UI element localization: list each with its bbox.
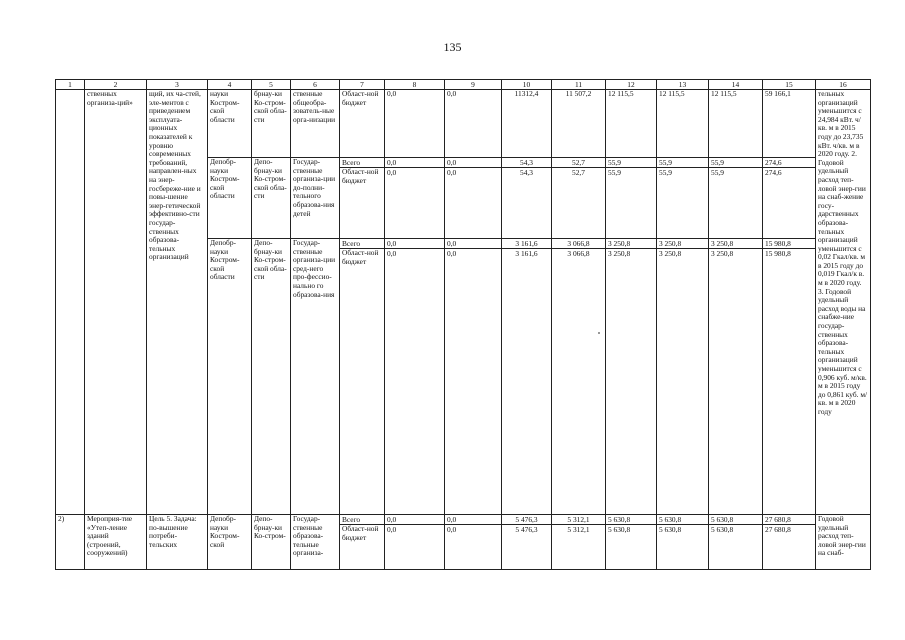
value-regional: 54,3 (520, 168, 533, 177)
funding-regional-label: Област-ной бюджет (342, 248, 379, 266)
cell-value (385, 158, 445, 239)
cell-value (606, 239, 657, 515)
cell-expected-results: тельных организаций уменьшится с 24,984 кВт. ч/кв. м в 2015 году до 23,735 кВт. ч/кв. м в 2020 году. 2. Годовой удельный расход теп-ловой энер-гии на снаб-жение госу-дарственных образова-тельных организаций уменьшится с 0,02 Гкал/кв. м в 2015 году до 0,019 Гкал/к в. м в 2020 году. 3. Годовой удельный расход воды на снабже-ние государ-ственных образова-тельных организаций уменьшится с 0,906 куб. м/кв. м в 2015 году до 0,861 куб. м/кв. м в 2020 году (816, 90, 871, 515)
cell-value: 0,0 (385, 90, 445, 158)
value-regional: 274,6 (765, 168, 782, 177)
cell-value: 0,0 (445, 90, 502, 158)
cell-value (709, 515, 763, 570)
value-total: 0,0 (385, 515, 444, 525)
cell-customer: брнау-ки Ко-стром-ской обла-сти (252, 90, 291, 158)
cell-funding-source (340, 239, 385, 515)
value-total: 0,0 (445, 515, 501, 525)
value-regional: 3 250,8 (659, 249, 682, 258)
value-total: 5 630,8 (657, 515, 708, 525)
cell-event-name: ственных организа-ций» (85, 90, 147, 515)
cell-value (502, 515, 552, 570)
cell-customer: Депо-брнау-ки Ко-стром- (252, 515, 291, 570)
cell-executor: науки Костром-ской области (208, 90, 252, 158)
scan-dot (598, 332, 600, 334)
cell-value (385, 515, 445, 570)
value-total: 3 250,8 (606, 239, 656, 249)
value-regional: 3 161,6 (515, 249, 538, 258)
column-header-2: 2 (85, 80, 147, 90)
value-total: 0,0 (385, 239, 444, 249)
budget-table (55, 79, 871, 570)
cell-executor: Депобр-науки Костром-ской области (208, 239, 252, 515)
value-regional: 0,0 (387, 168, 397, 177)
cell-value (763, 515, 816, 570)
value-total: 274,6 (763, 158, 815, 168)
cell-value: 11 507,2 (552, 90, 606, 158)
cell-value (552, 158, 606, 239)
funding-total-label: Всего (340, 158, 384, 168)
value-regional: 5 630,8 (608, 525, 631, 534)
value-total: 5 476,3 (502, 515, 551, 525)
value-regional: 5 630,8 (659, 525, 682, 534)
cell-event-name: Мероприя-тие «Утеп-ление зданий (строений, сооружений) (85, 515, 147, 570)
funding-total-label: Всего (340, 515, 384, 525)
value-regional: 0,0 (387, 249, 397, 258)
cell-value (552, 239, 606, 515)
column-header-12: 12 (606, 80, 657, 90)
value-regional: 0,0 (447, 525, 457, 534)
value-regional: 5 312,1 (567, 525, 590, 534)
value-regional: 52,7 (572, 168, 585, 177)
cell-value (502, 239, 552, 515)
funding-regional-label: Област-ной бюджет (342, 167, 379, 185)
value-regional: 15 980,8 (765, 249, 791, 258)
cell-executor: Депобр-науки Костром-ской (208, 515, 252, 570)
value-regional: 27 680,8 (765, 525, 791, 534)
value-total: 0,0 (445, 239, 501, 249)
cell-goal: Цель 5. Задача: по-вышение потреби-тельских (147, 515, 208, 570)
cell-customer: Депо-брнау-ки Ко-стром-ской обла-сти (252, 158, 291, 239)
column-header-10: 10 (502, 80, 552, 90)
cell-recipient: ственные общеобра-зователь-ные орга-низации (291, 90, 340, 158)
cell-value (445, 239, 502, 515)
column-header-6: 6 (291, 80, 340, 90)
cell-value (606, 515, 657, 570)
column-header-15: 15 (763, 80, 816, 90)
cell-recipient: Государ-ственные организа-ции до-полни-тельного образова-ния детей (291, 158, 340, 239)
cell-value (763, 239, 816, 515)
cell-goal: щий, их ча-стей, эле-ментов с приведением эксплуата-ционных показателей к уровню современных требований, направлен-ных на энер-госбереже-ние и повы-шение энер-гетической эффективно-сти государ-ственных образова-тельных организаций (147, 90, 208, 515)
value-total: 3 250,8 (657, 239, 708, 249)
cell-value (606, 158, 657, 239)
value-regional: 0,0 (447, 168, 457, 177)
cell-value: 12 115,5 (606, 90, 657, 158)
cell-executor: Депобр-науки Костром-ской области (208, 158, 252, 239)
cell-value: 12 115,5 (657, 90, 709, 158)
cell-funding-source (340, 515, 385, 570)
value-regional: 5 630,8 (711, 525, 734, 534)
column-header-4: 4 (208, 80, 252, 90)
value-total: 15 980,8 (763, 239, 815, 249)
value-regional: 55,9 (608, 168, 621, 177)
value-total: 3 066,8 (552, 239, 605, 249)
value-total: 55,9 (657, 158, 708, 168)
cell-value (709, 158, 763, 239)
value-regional: 0,0 (387, 525, 397, 534)
column-header-16: 16 (816, 80, 871, 90)
column-header-5: 5 (252, 80, 291, 90)
cell-value (445, 158, 502, 239)
column-header-3: 3 (147, 80, 208, 90)
value-total: 52,7 (552, 158, 605, 168)
cell-value (385, 239, 445, 515)
cell-recipient: Государ-ственные организа-ции сред-него про-фессио-нально го образова-ния (291, 239, 340, 515)
value-total: 54,3 (502, 158, 551, 168)
value-total: 0,0 (385, 158, 444, 168)
table-row (56, 90, 871, 158)
value-total: 3 250,8 (709, 239, 762, 249)
column-header-9: 9 (445, 80, 502, 90)
value-total: 0,0 (445, 158, 501, 168)
column-header-13: 13 (657, 80, 709, 90)
cell-value (709, 239, 763, 515)
cell-value (657, 515, 709, 570)
cell-value (657, 239, 709, 515)
value-regional: 55,9 (711, 168, 724, 177)
column-header-7: 7 (340, 80, 385, 90)
value-regional: 0,0 (447, 249, 457, 258)
cell-funding-source: Област-ной бюджет (340, 90, 385, 158)
column-header-14: 14 (709, 80, 763, 90)
value-regional: 3 250,8 (608, 249, 631, 258)
value-total: 5 630,8 (709, 515, 762, 525)
cell-value (657, 158, 709, 239)
header-row (56, 80, 871, 90)
table-row (56, 515, 871, 570)
cell-value (445, 515, 502, 570)
value-total: 55,9 (709, 158, 762, 168)
cell-value: 12 115,5 (709, 90, 763, 158)
funding-regional-label: Област-ной бюджет (342, 524, 379, 542)
cell-recipient: Государ-ственные образова-тельные организа- (291, 515, 340, 570)
cell-number: 2) (56, 515, 85, 570)
value-total: 3 161,6 (502, 239, 551, 249)
value-regional: 5 476,3 (515, 525, 538, 534)
cell-number (56, 90, 85, 515)
cell-value (763, 158, 816, 239)
value-total: 55,9 (606, 158, 656, 168)
cell-value: 11312,4 (502, 90, 552, 158)
value-regional: 3 066,8 (567, 249, 590, 258)
value-total: 5 312,1 (552, 515, 605, 525)
cell-customer: Депо-брнау-ки Ко-стром-ской обла-сти (252, 239, 291, 515)
column-header-8: 8 (385, 80, 445, 90)
page-number: 135 (443, 40, 462, 54)
cell-value: 59 166,1 (763, 90, 816, 158)
cell-funding-source (340, 158, 385, 239)
value-total: 5 630,8 (606, 515, 656, 525)
value-total: 27 680,8 (763, 515, 815, 525)
value-regional: 55,9 (659, 168, 672, 177)
cell-expected-results: Годовой удельный расход теп-ловой энер-гии на снаб- (816, 515, 871, 570)
cell-value (552, 515, 606, 570)
funding-total-label: Всего (340, 239, 384, 249)
column-header-1: 1 (56, 80, 85, 90)
cell-value (502, 158, 552, 239)
column-header-11: 11 (552, 80, 606, 90)
value-regional: 3 250,8 (711, 249, 734, 258)
